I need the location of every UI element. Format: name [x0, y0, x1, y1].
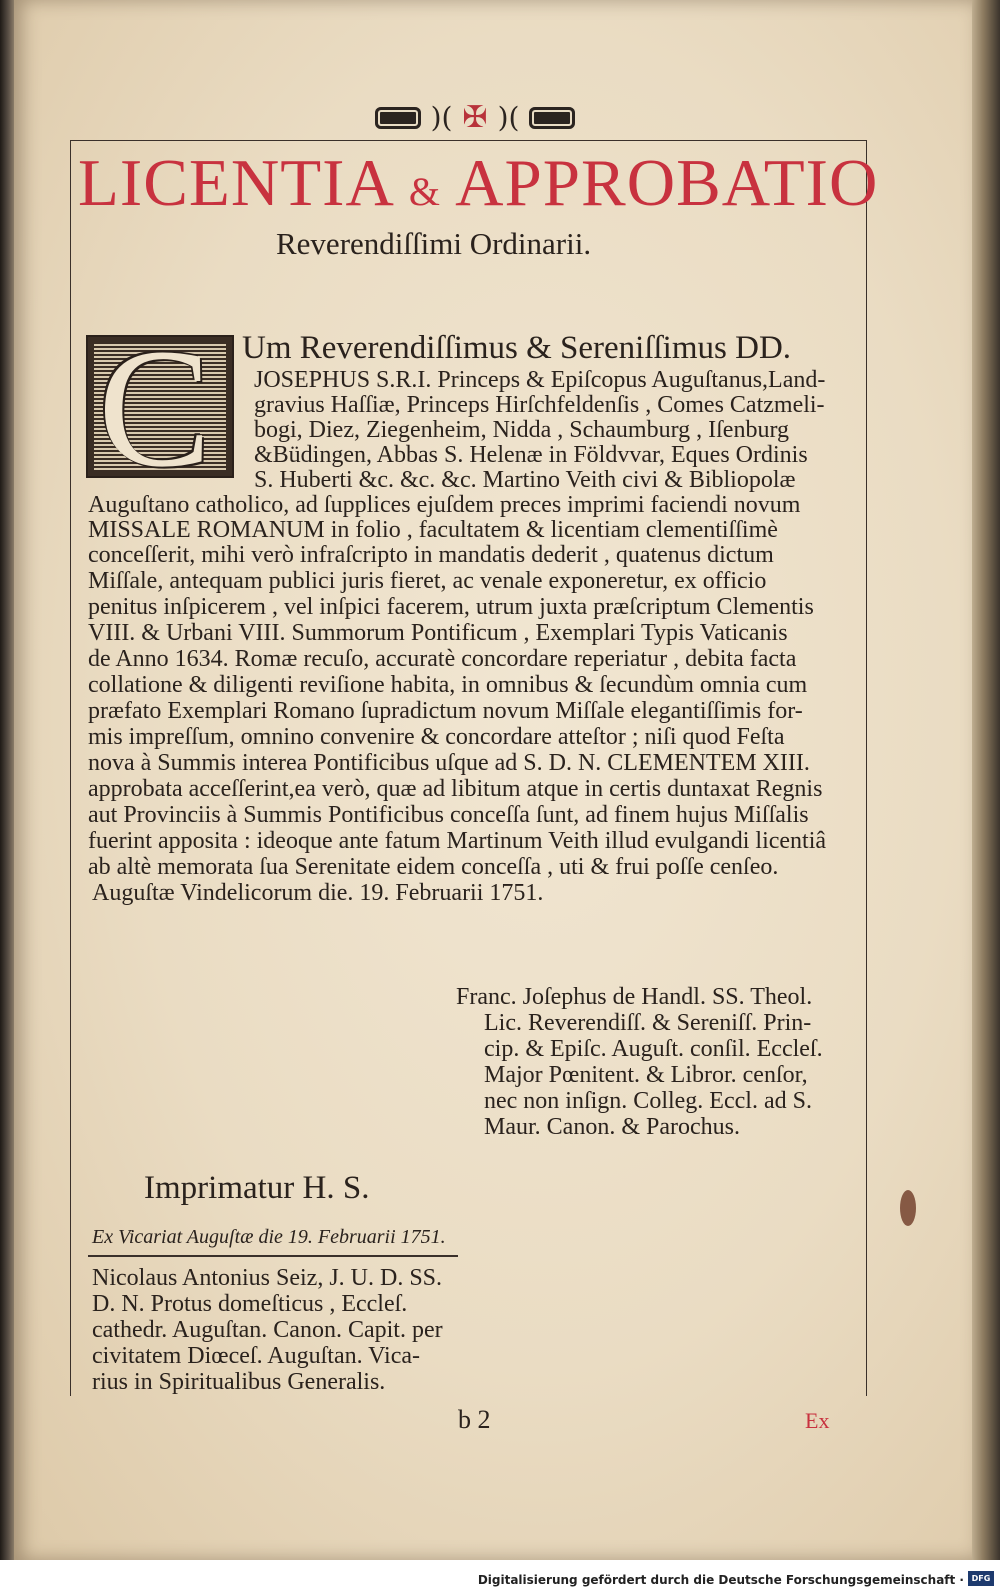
- signature-line: Maur. Canon. & Parochus.: [484, 1114, 740, 1140]
- signature-line: Lic. Reverendiſſ. & Sereniſſ. Prin-: [484, 1010, 812, 1036]
- decorated-initial: [86, 335, 234, 478]
- text-line: penitus inſpicerem , vel inſpici facerem, utrum juxta præſcriptum Clementis: [88, 594, 814, 620]
- signature-line: Major Pœnitent. & Libror. cenſor,: [484, 1062, 808, 1088]
- text-line: Auguſtano catholico, ad ſupplices ejuſdem preces imprimi faciendi novum: [88, 492, 801, 518]
- vicar-line: rius in Spiritualibus Generalis.: [92, 1369, 386, 1395]
- text-line: approbata acceſſerint,ea verò, quæ ad libitum atque in certis duntaxat Regnis: [88, 776, 823, 802]
- footer-credit: Digitalisierung gefördert durch die Deutsche Forschungsgemeinschaft ·: [477, 1573, 964, 1587]
- text-line: Um Reverendiſſimus & Sereniſſimus DD.: [242, 330, 792, 366]
- vicar-line: Nicolaus Antonius Seiz, J. U. D. SS.: [92, 1265, 443, 1291]
- signature-line: nec non inſign. Colleg. Eccl. ad S.: [484, 1088, 812, 1114]
- imprimatur-heading: Imprimatur H. S.: [144, 1170, 370, 1206]
- page-title: [78, 146, 879, 220]
- text-line: mis impreſſum, omnino convenire & concordare atteſtor ; niſi quod Feſta: [88, 724, 785, 750]
- text-line: Auguſtæ Vindelicorum die. 19. Februarii 1751.: [92, 880, 544, 906]
- sheet-signature: b 2: [458, 1405, 491, 1434]
- footer-bar: [0, 1560, 1000, 1593]
- text-line: bogi, Diez, Ziegenheim, Nidda , Schaumburg , Iſenburg: [254, 417, 789, 443]
- text-line: nova à Summis interea Pontificibus uſque ad S. D. N. CLEMENTEM XIII.: [88, 750, 810, 776]
- text-line: collatione & diligenti reviſione habita, in omnibus & ſecundùm omnia cum: [88, 672, 808, 698]
- text-line: fuerint apposita : ideoque ante fatum Martinum Veith illud evulgandi licentiâ: [88, 828, 827, 854]
- text-line: de Anno 1634. Romæ recuſo, accuratè concordare reperiatur , debita facta: [88, 646, 797, 672]
- signature-line: cip. & Epiſc. Auguſt. conſil. Eccleſ.: [484, 1036, 823, 1062]
- title-ampersand: &: [408, 169, 442, 214]
- signature-line: Franc. Joſephus de Handl. SS. Theol.: [456, 984, 813, 1010]
- text-line: MISSALE ROMANUM in folio , facultatem & licentiam clementiſſimè: [88, 517, 778, 543]
- text-line: aut Provinciis à Summis Pontificibus conceſſa ſunt, ad finem hujus Miſſalis: [88, 802, 809, 828]
- text-line: ab altè memorata ſua Serenitate eidem conceſſa , uti & frui poſſe cenſeo.: [88, 854, 779, 880]
- title-second: APPROBATIO: [455, 146, 879, 220]
- header-ornament: [360, 100, 590, 136]
- divider: [88, 1255, 458, 1257]
- text-line: JOSEPHUS S.R.I. Princeps & Epiſcopus Auguſtanus,Land-: [254, 367, 826, 393]
- ornament-paren-icon: )(: [497, 101, 520, 134]
- cross-icon: ✠: [462, 100, 488, 135]
- ink-stain: [900, 1190, 916, 1226]
- ornament-right-icon: [529, 107, 575, 129]
- page-edge: [972, 0, 1000, 1560]
- page-subtitle: Reverendiſſimi Ordinarii.: [276, 226, 592, 261]
- vicar-line: D. N. Protus domeſticus , Eccleſ.: [92, 1291, 408, 1317]
- title-main: LICENTIA: [78, 146, 392, 220]
- dfg-logo-icon: DFG: [968, 1571, 994, 1586]
- text-line: &Büdingen, Abbas S. Helenæ in Földvvar, Eques Ordinis: [254, 442, 808, 468]
- text-line: conceſſerit, mihi verò infraſcripto in mandatis dederit , quatenus dictum: [88, 542, 774, 568]
- book-spine: [0, 0, 14, 1560]
- text-line: gravius Haſſiæ, Princeps Hirſchfeldenſis , Comes Catzmeli-: [254, 392, 825, 418]
- vicar-line: civitatem Diœceſ. Auguſtan. Vica-: [92, 1343, 421, 1369]
- vicariat-date: Ex Vicariat Auguſtæ die 19. Februarii 1751.: [92, 1226, 446, 1248]
- text-line: præfato Exemplari Romano ſupradictum novum Miſſale elegantiſſimis for-: [88, 698, 803, 724]
- vicar-line: cathedr. Auguſtan. Canon. Capit. per: [92, 1317, 443, 1343]
- catchword: Ex: [805, 1408, 830, 1433]
- ornament-left-icon: [375, 107, 421, 129]
- initial-letter: C: [98, 335, 212, 478]
- text-line: VIII. & Urbani VIII. Summorum Pontificum , Exemplari Typis Vaticanis: [88, 620, 788, 646]
- ornament-paren-icon: )(: [430, 101, 453, 134]
- text-line: S. Huberti &c. &c. &c. Martino Veith civi & Bibliopolæ: [254, 467, 796, 493]
- text-line: Miſſale, antequam publici juris fieret, ac venale exponeretur, ex officio: [88, 568, 767, 594]
